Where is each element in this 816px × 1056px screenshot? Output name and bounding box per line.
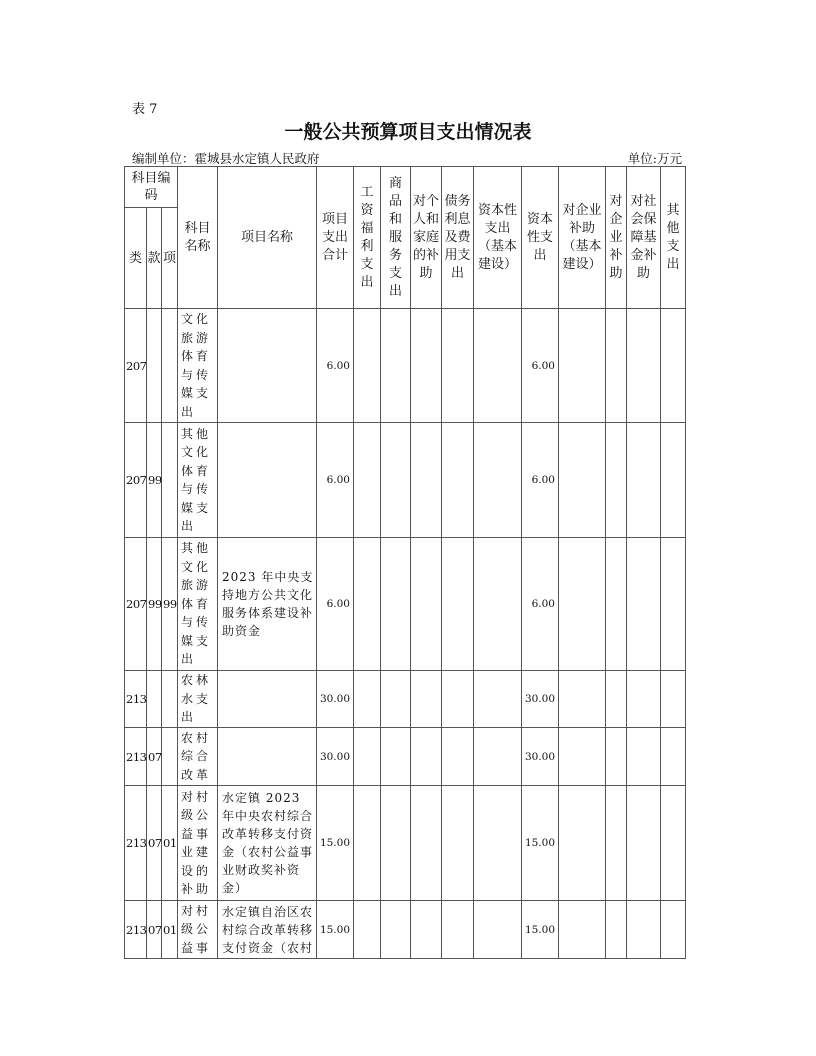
personal-subsidy-header: 对个人和家庭的补助: [411, 167, 442, 309]
project-name-header: 项目名称: [218, 167, 317, 309]
subject-cell: 文化旅游体育与传媒支出: [178, 309, 218, 423]
kuan-header: 款: [147, 208, 162, 309]
capital-cell: 30.00: [522, 728, 559, 786]
total-cell: 15.00: [317, 901, 354, 959]
kuan-cell: 99: [147, 538, 162, 671]
project-cell: [218, 423, 317, 538]
xiang-cell: [162, 309, 178, 423]
subject-cell: 其他文化旅游体育与传媒支出: [178, 538, 218, 671]
project-cell: 水定镇 2023 年中央农村综合改革转移支付资金（农村公益事业财政奖补资金）: [218, 786, 317, 901]
table-row: [125, 423, 686, 538]
lei-header: 类: [125, 208, 147, 309]
xiang-cell: 01: [162, 786, 178, 901]
xiang-header: 项: [162, 208, 178, 309]
total-cell: 6.00: [317, 309, 354, 423]
goods-services-header: 商品和服务支出: [381, 167, 411, 309]
table-row: [125, 671, 686, 728]
total-cell: 15.00: [317, 786, 354, 901]
enterprise-basic-header: 对企业补助（基本建设）: [559, 167, 606, 309]
capital-cell: 6.00: [522, 309, 559, 423]
kuan-cell: [147, 309, 162, 423]
lei-cell: 207: [125, 309, 147, 423]
capital-header: 资本性支出: [522, 167, 559, 309]
table-row: [125, 728, 686, 786]
capital-cell: 6.00: [522, 423, 559, 538]
code-group-header: 科目编码: [125, 167, 178, 208]
project-cell: 水定镇自治区农村综合改革转移支付资金（农村: [218, 901, 317, 959]
subject-name-header: 科目名称: [178, 167, 218, 309]
project-cell: 2023 年中央支持地方公共文化服务体系建设补助资金: [218, 538, 317, 671]
total-cell: 6.00: [317, 423, 354, 538]
project-cell: [218, 671, 317, 728]
other-header: 其他支出: [661, 167, 686, 309]
xiang-cell: [162, 728, 178, 786]
debt-interest-header: 债务利息及费用支出: [442, 167, 474, 309]
kuan-cell: [147, 671, 162, 728]
project-cell: [218, 728, 317, 786]
subject-cell: 对村级公益事业建设的补助: [178, 786, 218, 901]
table-row: [125, 786, 686, 901]
subject-cell: 其他文化体育与传媒支出: [178, 423, 218, 538]
wage-header: 工资福利支出: [354, 167, 381, 309]
social-security-header: 对社会保障基金补助: [627, 167, 661, 309]
table-row: [125, 901, 686, 959]
table-row: [125, 538, 686, 671]
xiang-cell: 01: [162, 901, 178, 959]
lei-cell: 207: [125, 538, 147, 671]
lei-cell: 213: [125, 671, 147, 728]
lei-cell: 207: [125, 423, 147, 538]
page-title: 一般公共预算项目支出情况表: [284, 121, 532, 143]
kuan-cell: 07: [147, 728, 162, 786]
lei-cell: 213: [125, 728, 147, 786]
total-cell: 30.00: [317, 728, 354, 786]
capital-cell: 30.00: [522, 671, 559, 728]
project-cell: [218, 309, 317, 423]
subject-cell: 对村级公益事: [178, 901, 218, 959]
subject-cell: 农林水支出: [178, 671, 218, 728]
capital-cell: 15.00: [522, 786, 559, 901]
enterprise-header: 对企业补助: [606, 167, 627, 309]
table-number: 表 7: [132, 102, 158, 117]
kuan-cell: 07: [147, 901, 162, 959]
kuan-cell: 99: [147, 423, 162, 538]
xiang-cell: [162, 423, 178, 538]
table-row: [125, 309, 686, 423]
capital-cell: 15.00: [522, 901, 559, 959]
kuan-cell: 07: [147, 786, 162, 901]
capital-cell: 6.00: [522, 538, 559, 671]
capital-basic-header: 资本性支出（基本建设）: [474, 167, 522, 309]
total-header: 项目支出合计: [317, 167, 354, 309]
subject-cell: 农村综合改革: [178, 728, 218, 786]
lei-cell: 213: [125, 786, 147, 901]
total-cell: 6.00: [317, 538, 354, 671]
currency-unit: 单位:万元: [627, 151, 682, 166]
lei-cell: 213: [125, 901, 147, 959]
total-cell: 30.00: [317, 671, 354, 728]
xiang-cell: 99: [162, 538, 178, 671]
compiling-unit: 编制单位：霍城县水定镇人民政府: [132, 151, 320, 166]
xiang-cell: [162, 671, 178, 728]
project-expenditure-table: [124, 166, 686, 959]
